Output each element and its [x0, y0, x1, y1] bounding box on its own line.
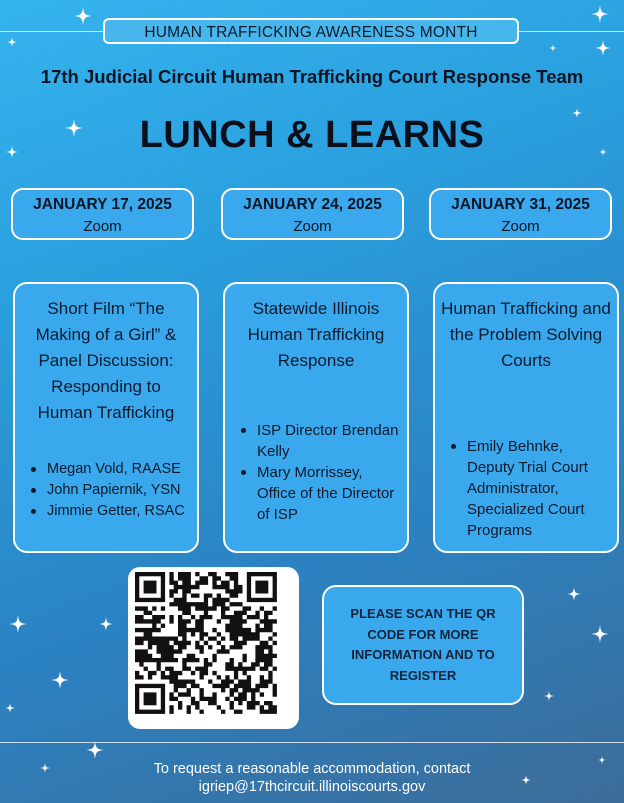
speaker-item: Megan Vold, RAASE — [29, 459, 189, 480]
session-1-title: Short Film “The Making of a Girl” & Panel Discussion: Responding to Human Trafficking — [35, 299, 177, 422]
footer-rule — [0, 742, 624, 743]
session-2-card — [223, 282, 409, 553]
speaker-item: Mary Morrissey, Office of the Director of ISP — [239, 462, 399, 525]
accommodation-email[interactable]: igriep@17thcircuit.illinoiscourts.gov — [198, 779, 426, 795]
session-2-speakers — [225, 420, 407, 525]
page-title: LUNCH & LEARNS — [139, 114, 485, 156]
scan-qr-callout — [322, 585, 524, 705]
session-2-date: JANUARY 24, 2025 — [243, 196, 382, 213]
team-title: 17th Judicial Circuit Human Trafficking Court Response Team — [40, 66, 584, 87]
speaker-item: Jimmie Getter, RSAC — [29, 501, 189, 522]
session-3-date-box — [429, 188, 612, 240]
session-1-date-box — [11, 188, 194, 240]
accommodation-notice — [0, 760, 624, 796]
qr-code-icon — [128, 567, 299, 729]
session-3-platform: Zoom — [501, 218, 540, 235]
speaker-item: John Papiernik, YSN — [29, 480, 189, 501]
banner-left-rule — [0, 31, 103, 32]
session-1-speakers — [15, 459, 197, 522]
session-2-title: Statewide Illinois Human Trafficking Response — [247, 299, 385, 370]
session-3-title: Human Trafficking and the Problem Solving Courts — [441, 299, 611, 370]
session-3-card — [433, 282, 619, 553]
session-1-platform: Zoom — [83, 218, 122, 235]
session-1-card — [13, 282, 199, 553]
accommodation-line: To request a reasonable accommodation, contact — [153, 761, 471, 777]
session-3-date: JANUARY 31, 2025 — [451, 196, 590, 213]
session-2-platform: Zoom — [293, 218, 332, 235]
scan-qr-text: PLEASE SCAN THE QR CODE FOR MORE INFORMATION AND TO REGISTER — [350, 606, 496, 683]
session-2-date-box — [221, 188, 404, 240]
awareness-month-banner: HUMAN TRAFFICKING AWARENESS MONTH — [103, 18, 519, 44]
banner-right-rule — [519, 31, 624, 32]
qr-code[interactable] — [128, 567, 299, 729]
speaker-item: Emily Behnke, Deputy Trial Court Administrator, Specialized Court Programs — [449, 436, 609, 541]
session-3-speakers — [435, 436, 617, 541]
speaker-item: ISP Director Brendan Kelly — [239, 420, 399, 462]
session-1-date: JANUARY 17, 2025 — [33, 196, 172, 213]
